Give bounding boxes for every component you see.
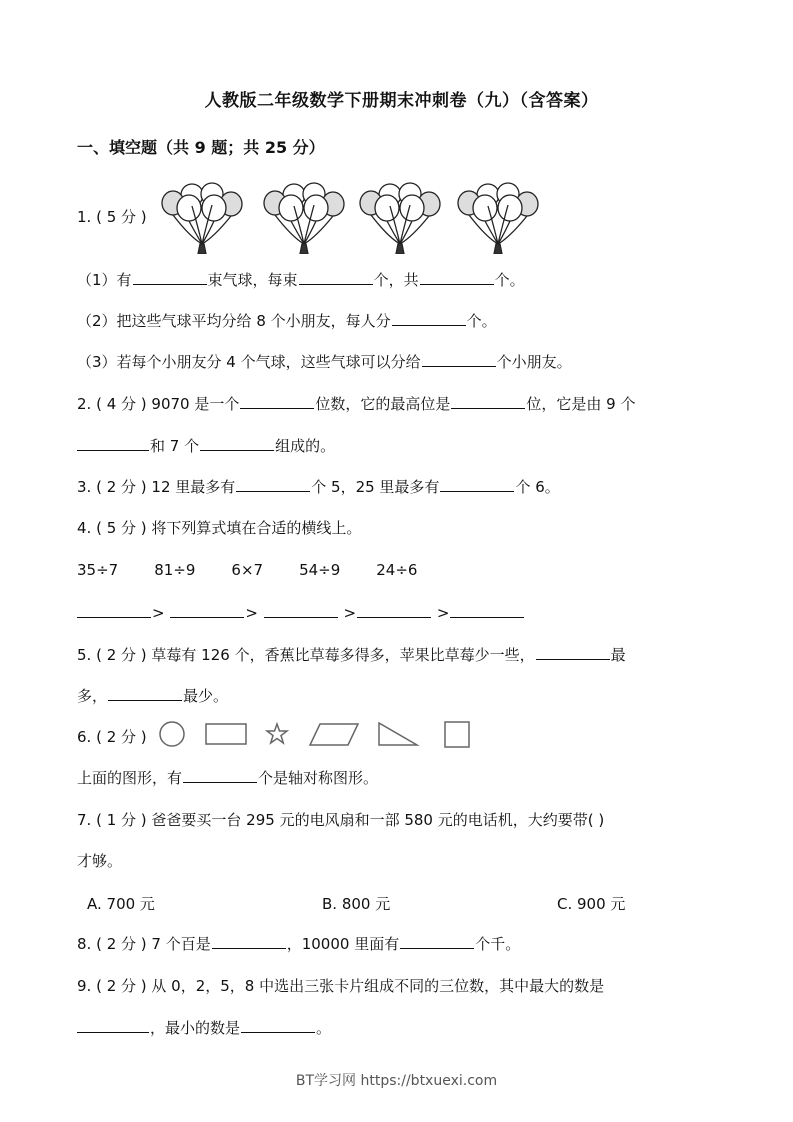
answer-blank[interactable] xyxy=(357,603,431,618)
text: 个小朋友。 xyxy=(496,353,572,371)
page-footer: BT学习网 https://btxuexi.com xyxy=(295,1073,498,1089)
answer-blank[interactable] xyxy=(420,270,494,285)
question-5-line-1 xyxy=(77,645,626,665)
expression: 24÷6 xyxy=(376,561,418,579)
text: 位，它是由 9 个 xyxy=(526,395,636,413)
square-icon xyxy=(442,719,472,751)
answer-blank[interactable] xyxy=(108,686,182,701)
question-8 xyxy=(77,934,520,954)
question-7-line-2: 才够。 xyxy=(77,852,123,870)
expression: 35÷7 xyxy=(77,561,119,579)
question-9-line-1: 9. ( 2 分 ) 从 0，2，5，8 中选出三张卡片组成不同的三位数，其中最大的数是 xyxy=(77,977,605,995)
text: 个。 xyxy=(466,312,497,330)
parallelogram-icon xyxy=(308,719,360,749)
text: 组成的。 xyxy=(275,437,336,455)
balloon-bunches-image xyxy=(160,182,560,262)
balloon-bunch-icon xyxy=(456,182,540,254)
text: 。 xyxy=(316,1019,332,1037)
question-3 xyxy=(77,477,560,497)
question-4-expressions xyxy=(77,560,417,580)
text: ，10000 里面有 xyxy=(286,935,400,953)
question-1-part-2 xyxy=(77,311,497,331)
answer-blank[interactable] xyxy=(299,270,373,285)
answer-blank[interactable] xyxy=(240,394,314,409)
circle-icon xyxy=(158,719,186,749)
text: 最 xyxy=(610,646,626,664)
right-triangle-icon xyxy=(376,719,420,749)
answer-blank[interactable] xyxy=(450,603,524,618)
text: 5. ( 2 分 ) 草莓有 126 个，香蕉比草莓多得多，苹果比草莓少一些， xyxy=(77,646,535,664)
comparator: > xyxy=(343,604,357,622)
answer-blank[interactable] xyxy=(392,311,466,326)
text: 个。 xyxy=(494,271,525,289)
choice-a[interactable]: A. 700 元 xyxy=(87,895,155,913)
text: 上面的图形，有 xyxy=(77,769,183,787)
text: 个，共 xyxy=(373,271,419,289)
question-2-line-2 xyxy=(77,436,335,456)
text: （2）把这些气球平均分给 8 个小朋友，每人分 xyxy=(77,312,391,330)
answer-blank[interactable] xyxy=(77,603,151,618)
question-9-line-2 xyxy=(77,1018,331,1038)
answer-blank[interactable] xyxy=(183,768,257,783)
answer-blank[interactable] xyxy=(170,603,244,618)
text: 3. ( 2 分 ) 12 里最多有 xyxy=(77,478,236,496)
question-1-part-3 xyxy=(77,352,572,372)
answer-blank[interactable] xyxy=(264,603,338,618)
text: ，最小的数是 xyxy=(150,1019,241,1037)
question-5-line-2 xyxy=(77,686,228,706)
balloon-bunch-icon xyxy=(358,182,442,254)
text: 个千。 xyxy=(475,935,521,953)
expression: 81÷9 xyxy=(154,561,196,579)
answer-blank[interactable] xyxy=(536,645,610,660)
page-title: 人教版二年级数学下册期末冲刺卷（九）（含答案） xyxy=(204,91,599,111)
choice-b[interactable]: B. 800 元 xyxy=(322,895,391,913)
answer-blank[interactable] xyxy=(212,934,286,949)
text: 8. ( 2 分 ) 7 个百是 xyxy=(77,935,211,953)
question-6-head: 6. ( 2 分 ) xyxy=(77,728,147,746)
text: 个 5，25 里最多有 xyxy=(311,478,440,496)
comparator: > xyxy=(152,604,165,622)
question-2-line-1 xyxy=(77,394,635,414)
answer-blank[interactable] xyxy=(236,477,310,492)
answer-blank[interactable] xyxy=(77,1018,149,1033)
question-1-head: 1. ( 5 分 ) xyxy=(77,208,147,226)
answer-blank[interactable] xyxy=(451,394,525,409)
question-7-line-1: 7. ( 1 分 ) 爸爸要买一台 295 元的电风扇和一部 580 元的电话机，大约要带( ) xyxy=(77,811,605,829)
text: 束气球，每束 xyxy=(207,271,298,289)
text: 最少。 xyxy=(183,687,229,705)
answer-blank[interactable] xyxy=(422,352,496,367)
text: 和 7 个 xyxy=(150,437,200,455)
section-heading: 一、填空题（共 9 题；共 25 分） xyxy=(77,138,325,157)
comparator: > xyxy=(436,604,450,622)
expression: 54÷9 xyxy=(299,561,341,579)
rectangle-icon xyxy=(204,719,248,749)
balloon-bunch-icon xyxy=(262,182,346,254)
shapes-image xyxy=(156,719,476,753)
answer-blank[interactable] xyxy=(77,436,149,451)
question-4-head: 4. ( 5 分 ) 将下列算式填在合适的横线上。 xyxy=(77,519,362,537)
answer-blank[interactable] xyxy=(241,1018,315,1033)
text: 个 6。 xyxy=(515,478,560,496)
text: 个是轴对称图形。 xyxy=(258,769,379,787)
answer-blank[interactable] xyxy=(440,477,514,492)
text: （3）若每个小朋友分 4 个气球，这些气球可以分给 xyxy=(77,353,421,371)
answer-blank[interactable] xyxy=(400,934,474,949)
text: 多， xyxy=(77,687,108,705)
expression: 6×7 xyxy=(231,561,264,579)
text: 位数，它的最高位是 xyxy=(315,395,451,413)
choice-c[interactable]: C. 900 元 xyxy=(557,895,626,913)
question-6-line-2 xyxy=(77,768,378,788)
text: 2. ( 4 分 ) 9070 是一个 xyxy=(77,395,240,413)
balloon-bunch-icon xyxy=(160,182,244,254)
answer-blank[interactable] xyxy=(133,270,207,285)
text: （1）有 xyxy=(77,271,132,289)
comparator: > xyxy=(245,604,258,622)
answer-blank[interactable] xyxy=(200,436,274,451)
question-1-part-1 xyxy=(77,270,525,290)
question-4-answer-row xyxy=(77,603,525,623)
star-icon xyxy=(264,719,290,749)
